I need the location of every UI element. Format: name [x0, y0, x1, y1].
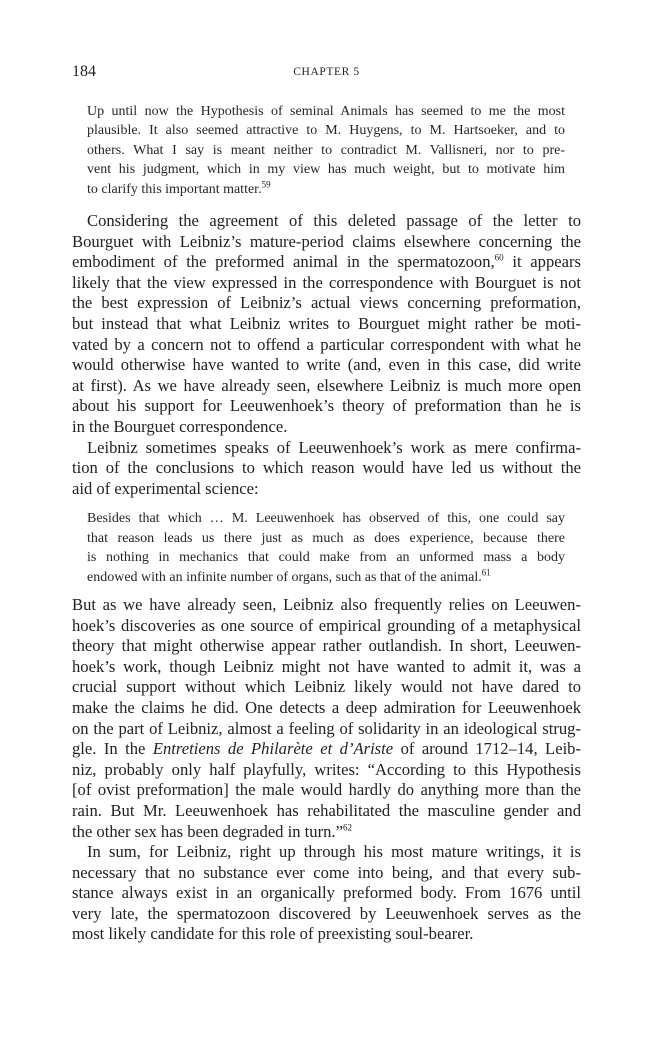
text-line: at first). As we have already seen, elsewhere Leibniz is much more open — [72, 375, 581, 395]
paragraph-4 — [72, 842, 581, 945]
page-body — [72, 102, 581, 945]
text-line: very late, the spermatozoon discovered by Leeuwenhoek serves as the — [72, 903, 581, 923]
quote-line: Up until now the Hypothesis of seminal Animals has seemed to me the most — [87, 104, 565, 119]
paragraph-1 — [72, 211, 581, 438]
quote-line: plausible. It also seemed attractive to M. Huygens, to M. Hartsoeker, and to — [87, 123, 565, 139]
text-line: gle. In the Entretiens de Philarète et d’Ariste of around 1712–14, Leib- — [72, 739, 581, 759]
quote-line: is nothing in mechanics that could make from an unformed mass a body — [87, 550, 565, 566]
text-line: make the claims he did. One detects a deep admiration for Leeuwenhoek — [72, 697, 581, 717]
quote-line: to clarify this important matter.$^{59}$ — [87, 178, 271, 197]
text-line: stance always exist in an organically preformed body. From 1676 until — [72, 883, 581, 903]
quote-line: endowed with an infinite number of organs, such as that of the animal.$^{61}$ — [87, 566, 491, 585]
text-line: theory that might otherwise appear rather outlandish. In short, Leeuwen- — [72, 636, 581, 656]
text-line: in the Bourguet correspondence. — [72, 416, 288, 436]
text-line: hoek’s work, though Leibniz might not have wanted to admit it, was a — [72, 656, 581, 676]
text-line: [of ovist preformation] the male would hardly do anything more than the — [72, 780, 581, 800]
text-line: Bourguet with Leibniz’s mature-period claims elsewhere concerning the — [72, 231, 581, 251]
page-number: 184 — [72, 63, 96, 80]
quote-line: that reason leads us there just as much as does experience, because there — [87, 530, 565, 546]
paragraph-3 — [72, 595, 581, 842]
running-header — [72, 63, 581, 85]
text-line: But as we have already seen, Leibniz also frequently relies on Leeuwen- — [72, 594, 581, 614]
footnote-ref-62[interactable]: 62 — [342, 821, 352, 832]
text-line: about his support for Leeuwenhoek’s theory of preformation than he is — [72, 396, 581, 416]
text-line: necessary that no substance ever come into being, and that every sub- — [72, 862, 581, 882]
text-line: would otherwise have wanted to write (and, even in this case, did write — [72, 355, 581, 375]
text-line: tion of the conclusions to which reason would have led us without the — [72, 458, 581, 478]
text-line: niz, probably only half playfully, writes: “According to this Hypothesis — [72, 759, 581, 779]
text-line: the best expression of Leibniz’s actual views concerning preformation, — [72, 293, 581, 313]
footnote-ref-59[interactable]: 59 — [261, 178, 271, 189]
footnote-ref-61[interactable]: 61 — [481, 566, 491, 577]
text-line: vated by a concern not to offend a particular correspondent with what he — [72, 334, 581, 354]
text-line: In sum, for Leibniz, right up through his most mature writings, it is — [87, 842, 581, 862]
text-line: the other sex has been degraded in turn.”$^{62}$ — [72, 821, 352, 841]
quote-line: others. What I say is meant neither to contradict M. Vallisneri, nor to pre- — [87, 142, 565, 158]
text-line: crucial support without which Leibniz likely would not have dared to — [72, 677, 581, 697]
text-line: on the part of Leibniz, almost a feeling of solidarity in an ideological strug- — [72, 718, 581, 738]
block-quote-1 — [87, 102, 565, 199]
text-line: Leibniz sometimes speaks of Leeuwenhoek’s work as mere confirma- — [87, 437, 581, 457]
paragraph-2 — [72, 438, 581, 500]
block-quote-2 — [87, 509, 565, 587]
text-line: hoek’s discoveries as one source of empirical grounding of a metaphysical — [72, 615, 581, 635]
footnote-ref-60[interactable]: 60 — [494, 252, 504, 263]
text-line: Considering the agreement of this deleted passage of the letter to — [87, 211, 581, 231]
text-line: embodiment of the preformed animal in the spermatozoon,$^{60}$ it appears — [72, 252, 581, 272]
text-line: aid of experimental science: — [72, 478, 259, 498]
quote-line: vent his judgment, which in my view has much weight, but to motivate him — [87, 162, 565, 178]
chapter-title: CHAPTER 5 — [293, 66, 360, 78]
text-line: but instead that what Leibniz writes to Bourguet might rather be moti- — [72, 314, 581, 333]
quote-line: Besides that which … M. Leeuwenhoek has observed of this, one could say — [87, 511, 565, 527]
text-line: most likely candidate for this role of preexisting soul-bearer. — [72, 924, 474, 944]
text-line: rain. But Mr. Leeuwenhoek has rehabilitated the masculine gender and — [72, 800, 581, 820]
text-line: likely that the view expressed in the correspondence with Bourguet is not — [72, 272, 581, 292]
book-title: Entretiens de Philarète et d’Ariste — [152, 739, 394, 759]
